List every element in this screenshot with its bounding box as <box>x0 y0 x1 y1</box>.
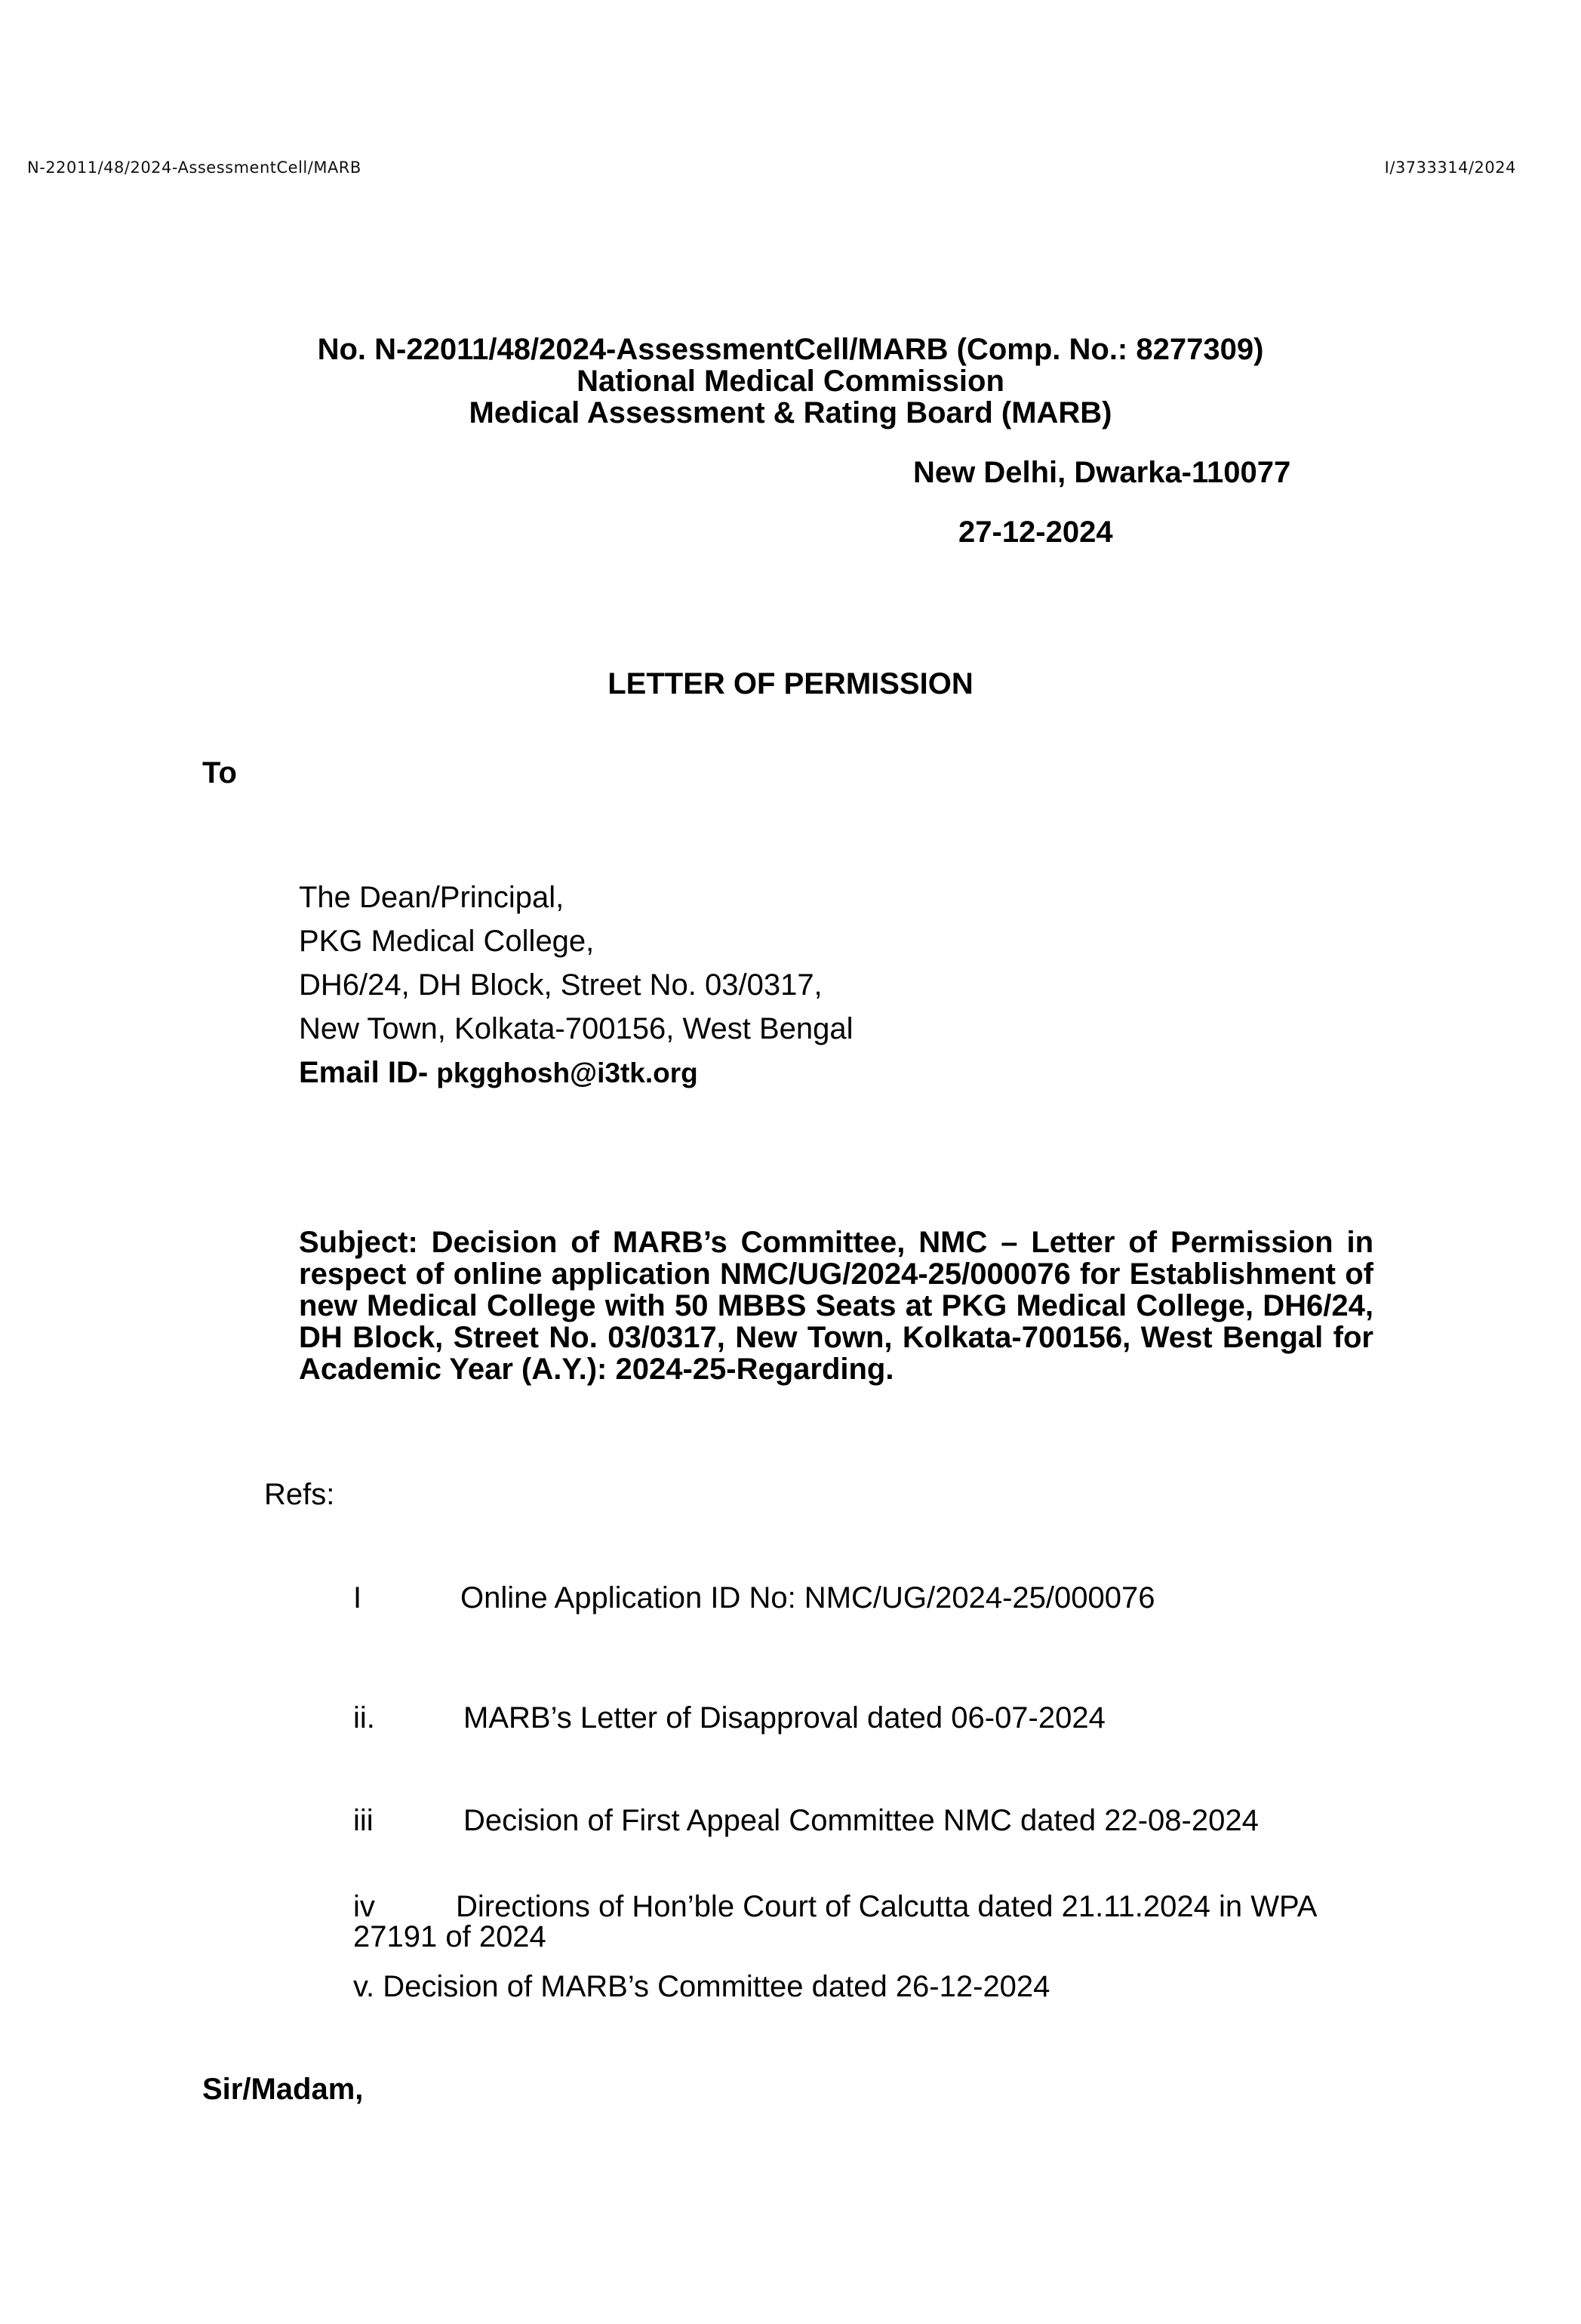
reference-text: Decision of First Appeal Committee NMC dated 22-08-2024 <box>463 1804 1259 1837</box>
reference-number: ii. <box>353 1701 375 1735</box>
addressee-block <box>299 876 854 1095</box>
reference-number: iii <box>353 1804 374 1837</box>
reference-item <box>353 1892 1380 1952</box>
addressee-line: PKG Medical College, <box>299 925 595 958</box>
refs-label: Refs: <box>264 1478 335 1511</box>
document-id-header: I/3733314/2024 <box>1384 159 1516 177</box>
reference-text: Directions of Hon’ble Court of Calcutta dated 21.11.2024 in WPA 27191 of 2024 <box>353 1890 1316 1953</box>
letter-date: 27-12-2024 <box>958 516 1113 549</box>
salutation: Sir/Madam, <box>202 2073 364 2106</box>
reference-text: MARB’s Letter of Disapproval dated 06-07-2024 <box>463 1701 1106 1735</box>
file-reference-header: N-22011/48/2024-AssessmentCell/MARB <box>27 159 361 177</box>
reference-text: Online Application ID No: NMC/UG/2024-25/000076 <box>460 1581 1155 1614</box>
letter-title: LETTER OF PERMISSION <box>607 667 974 700</box>
reference-item <box>353 1970 1050 2004</box>
email-address: pkgghosh@i3tk.org <box>436 1057 698 1088</box>
reference-number: iv <box>353 1890 375 1923</box>
addressee-line: New Town, Kolkata-700156, West Bengal <box>299 1012 854 1045</box>
subject-paragraph: Subject: Decision of MARB’s Committee, NMC – Letter of Permission in respect of online application NMC/UG/2024-25/000076 for Establishment of new Medical College with 50 MBBS Seats at PKG Medical College, DH6/24, DH Block, Street No. 03/0317, New Town, Kolkata-700156, West Bengal for Academic Year (A.Y.): 2024-25-Regarding. <box>299 1226 1373 1386</box>
organisation-name: National Medical Commission <box>577 365 1004 398</box>
to-label: To <box>202 756 237 790</box>
letter-reference-number: No. N-22011/48/2024-AssessmentCell/MARB (Comp. No.: 8277309) <box>317 333 1264 366</box>
addressee-line: DH6/24, DH Block, Street No. 03/0317, <box>299 968 823 1002</box>
reference-number: I <box>353 1581 362 1614</box>
reference-number: v. <box>353 1970 375 2003</box>
reference-text: Decision of MARB’s Committee dated 26-12-2024 <box>383 1970 1050 2003</box>
email-label: Email ID- <box>299 1056 429 1089</box>
letter-place: New Delhi, Dwarka-110077 <box>913 456 1291 489</box>
board-name: Medical Assessment & Rating Board (MARB) <box>469 396 1112 429</box>
addressee-line: The Dean/Principal, <box>299 881 564 914</box>
addressee-email-line <box>299 1051 854 1095</box>
